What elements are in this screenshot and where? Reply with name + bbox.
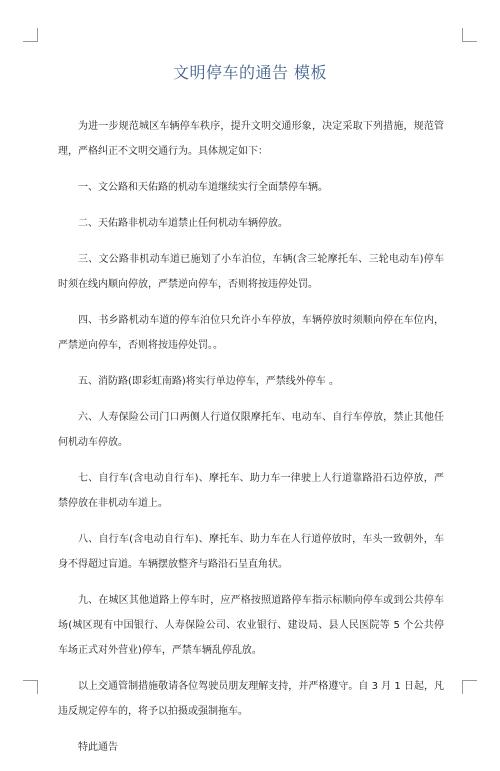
- paragraph-item-7: 七、自行车(含电动自行车)、摩托车、助力车一律驶上人行道靠路沿石边停放，严禁停放在非机动车道上。: [58, 473, 444, 509]
- crop-mark-bottom-left: [37, 680, 38, 694]
- paragraph-item-8: 八、自行车(含电动自行车)、摩托车、助力车在人行道停放时，车头一致朝外，车身不得超过盲道。车辆摆放整齐与路沿石呈直角状。: [58, 534, 444, 570]
- crop-mark-top-right: [463, 41, 477, 42]
- crop-mark-top-right: [462, 28, 463, 42]
- paragraph-signoff: 特此通告: [78, 742, 118, 753]
- paragraph-intro: 为进一步规范城区车辆停车秩序，提升文明交通形象，决定采取下列措施，规范管理，严格纠正不文明交通行为。具体规定如下：: [58, 121, 444, 157]
- crop-mark-bottom-right: [462, 680, 463, 694]
- paragraph-item-3: 三、文公路非机动车道已施划了小车泊位，车辆(含三轮摩托车、三轮电动车)停车时须在线内顺向停放，严禁逆向停车，否则将按违停处罚。: [58, 254, 444, 290]
- paragraph-item-2: 二、天佑路非机动车道禁止任何机动车辆停放。: [78, 218, 288, 229]
- paragraph-item-6: 六、人寿保险公司门口两侧人行道仅限摩托车、电动车、自行车停放，禁止其他任何机动车停放。: [58, 412, 444, 448]
- crop-mark-top-left: [23, 41, 37, 42]
- paragraph-item-5: 五、消防路(即彩虹南路)将实行单边停车，严禁线外停车 。: [78, 376, 339, 387]
- crop-mark-top-left: [37, 28, 38, 42]
- crop-mark-bottom-left: [23, 680, 37, 681]
- document-title: 文明停车的通告 模板: [172, 63, 328, 82]
- paragraph-item-4: 四、书乡路机动车道的停车泊位只允许小车停放，车辆停放时须顺向停在车位内，严禁逆向停车，否则将按违停处罚。。: [58, 315, 444, 351]
- paragraph-closing: 以上交通管制措施敬请各位驾驶员朋友理解支持，并严格遵守。自 3 月 1 日起，凡违反规定停车的，将予以拍摄或强制拖车。: [58, 681, 444, 717]
- crop-mark-bottom-right: [463, 680, 477, 681]
- document-body: [58, 114, 444, 771]
- paragraph-item-1: 一、文公路和天佑路的机动车道继续实行全面禁停车辆。: [78, 182, 328, 193]
- paragraph-item-9: 九、在城区其他道路上停车时，应严格按照道路停车指示标顺向停车或到公共停车场(城区现有中国银行、人寿保险公司、农业银行、建设局、县人民医院等 5 个公共停车场正式对外营业)停车，严禁车辆乱停乱放。: [58, 595, 444, 656]
